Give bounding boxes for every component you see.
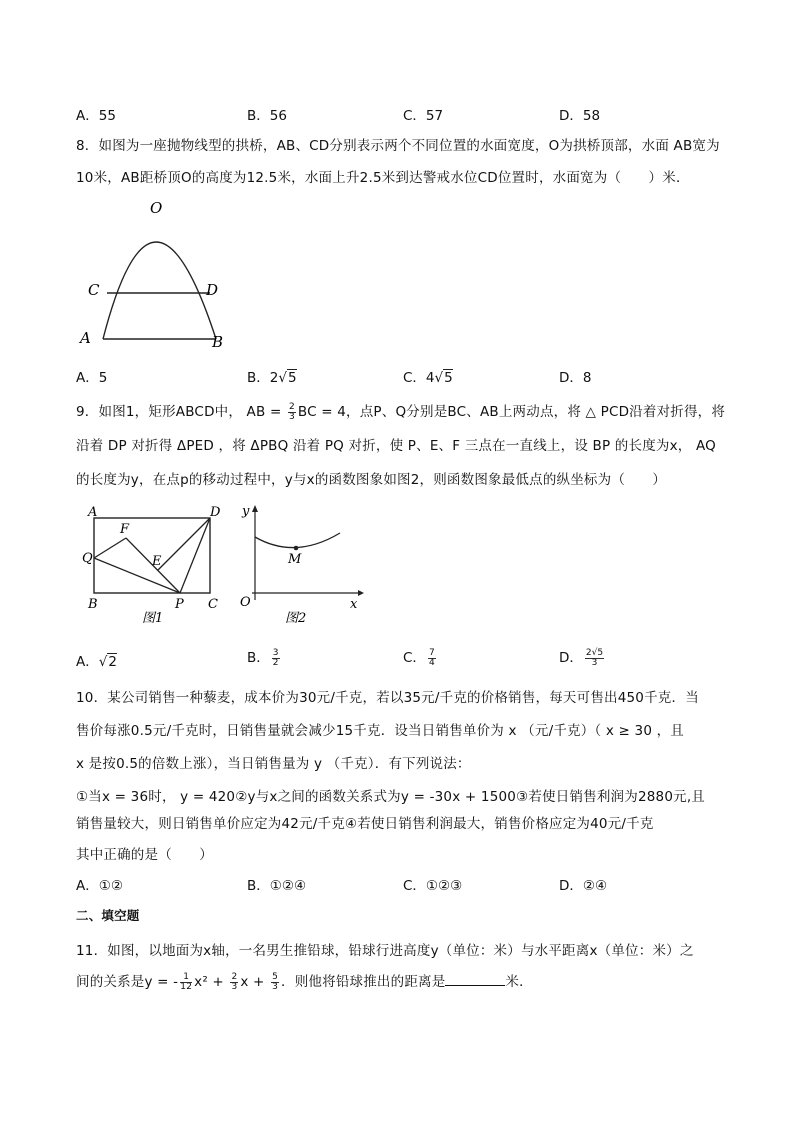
q9-option-a [76, 650, 117, 670]
q9-figure2-function-graph [230, 500, 370, 630]
q8-option-c [403, 366, 453, 386]
q10-text-line3: x 是按0.5的倍数上涨），当日销售量为 y （千克）．有下列说法： [76, 756, 471, 772]
fraction [585, 649, 604, 668]
fraction [428, 649, 436, 668]
denominator: 3 [288, 411, 295, 422]
q8-option-d: D．8 [559, 370, 592, 386]
option-label: B． [247, 650, 270, 666]
fig2-label-o: O [240, 595, 251, 610]
option-label: D． [559, 650, 583, 666]
q11-formula-start: 间的关系是y = - [76, 974, 179, 990]
q8-text-line2: 10米，AB距桥顶O的高度为12.5米，水面上升2.5米到达警戒水位CD位置时，水面宽为（ ）米． [76, 170, 690, 186]
q8-option-a: A．5 [76, 370, 108, 386]
fig1-label-b: B [88, 597, 98, 612]
label-b: B [212, 333, 224, 350]
q9-option-d [559, 646, 606, 668]
q9-figure1-rectangle [80, 500, 230, 630]
q8-parabola-bridge-figure [78, 195, 238, 350]
fig1-label-f: F [120, 522, 130, 537]
denominator: 3 [591, 657, 598, 668]
numerator: 2 [288, 401, 295, 412]
q10-text-line5: 销售量较大，则日销售单价应定为42元/千克④若使日销售利润最大，销售价格应定为40元/千克 [76, 816, 654, 832]
q10-option-a: A．①② [76, 878, 123, 894]
fig1-label-a: A [88, 505, 98, 520]
sqrt-symbol: √2 [98, 654, 117, 670]
q10-text-line4: ①当x = 36时， y = 420②y与x之间的函数关系式为y = -30x + 1500③若使日销售利润为2880元,且 [76, 789, 706, 805]
q11-unit: 米． [505, 974, 533, 990]
fig1-caption: 图1 [142, 611, 164, 626]
option-label: A． [76, 654, 99, 670]
q9-line1-part2: BC = 4，点P、Q分别是BC、AB上两动点，将 △ PCD沿着对折得，将 [297, 404, 726, 420]
q10-option-d: D．②④ [559, 878, 608, 894]
fig2-caption: 图2 [285, 611, 307, 626]
label-c: C [88, 281, 100, 299]
denominator: 3 [231, 981, 238, 992]
numerator: 1 [180, 973, 192, 983]
denominator: 12 [180, 981, 193, 992]
radicand: 5 [287, 370, 297, 386]
q8-option-c-coef: C．4 [403, 370, 435, 386]
denominator: 2 [272, 657, 279, 668]
q11-text-line2 [76, 970, 533, 992]
answer-blank[interactable] [445, 973, 505, 986]
numerator: 2 [231, 971, 238, 982]
fig1-label-q: Q [82, 551, 93, 566]
fig1-label-e: E [152, 554, 162, 569]
q9-line1-part1: 9．如图1，矩形ABCD中， AB = [76, 404, 282, 420]
fraction-2-3 [288, 403, 296, 422]
fig2-label-x: x [350, 597, 358, 612]
numerator: 7 [428, 647, 435, 658]
fraction-2-3 [230, 973, 238, 992]
section-heading-fill-in-blank: 二、填空题 [76, 908, 140, 923]
fig2-label-y: y [242, 504, 250, 519]
q9-option-c [403, 646, 438, 668]
q8-text-line1: 8．如图为一座抛物线型的拱桥，AB、CD分别表示两个不同位置的水面宽度，O为拱桥顶部，水面 AB宽为 [76, 138, 720, 154]
fig1-label-d: D [210, 505, 221, 520]
q11-text-line1: 11．如图，以地面为x轴，一名男生推铅球，铅球行进高度y（单位：米）与水平距离x（单位：米）之 [76, 943, 694, 959]
sqrt-symbol: √5 [278, 370, 297, 386]
numerator: 2√5 [585, 647, 604, 658]
q10-text-line1: 10．某公司销售一种藜麦，成本价为30元/千克，若以35元/千克的价格销售，每天可售出450千克．当 [76, 690, 699, 706]
q9-text-line3: 的长度为y，在点p的移动过程中，y与x的函数图象如图2，则函数图象最低点的纵坐标为（ ） [76, 472, 667, 488]
radicand: 2 [108, 654, 117, 670]
q11-formula-x: x + [240, 974, 265, 990]
q11-formula-x2: x² + [194, 974, 224, 990]
fig1-label-c: C [208, 597, 218, 612]
q7-option-a: A．55 [76, 108, 116, 124]
q8-option-b [247, 366, 297, 386]
sqrt-symbol: √5 [434, 370, 453, 386]
numerator: 5 [272, 971, 279, 982]
fig1-label-p: P [175, 597, 184, 612]
fig2-label-m: M [288, 552, 302, 567]
q9-option-b [247, 646, 282, 668]
q10-option-b: B．①②④ [247, 878, 307, 894]
fraction [272, 649, 280, 668]
label-d: D [206, 281, 219, 299]
q7-option-c: C．57 [403, 108, 444, 124]
q7-option-d: D．58 [559, 108, 601, 124]
denominator: 3 [272, 981, 279, 992]
q10-text-line2: 售价每涨0.5元/千克时，日销售量就会减少15千克．设当日销售单价为 x （元/千克）（ x ≥ 30 ，且 [76, 723, 685, 739]
label-a: A [80, 329, 91, 347]
fraction-5-3 [271, 973, 279, 992]
option-label: C． [403, 650, 426, 666]
q10-option-c: C．①②③ [403, 878, 463, 894]
q9-text-line2: 沿着 DP 对折得 ΔPED ，将 ΔPBQ 沿着 PQ 对折，使 P、E、F 三点在一直线上，设 BP 的长度为x， AQ [76, 438, 717, 454]
label-o: O [150, 199, 163, 217]
q8-option-b-coef: B．2 [247, 370, 279, 386]
numerator: 3 [272, 647, 279, 658]
q11-question-text: ．则他将铅球推出的距离是 [281, 974, 446, 990]
q9-text-line1 [76, 400, 725, 422]
denominator: 4 [428, 657, 435, 668]
radicand: 5 [444, 370, 453, 386]
fraction-1-12 [180, 973, 192, 992]
q10-text-line6: 其中正确的是（ ） [76, 847, 213, 863]
q7-option-b: B．56 [247, 108, 287, 124]
